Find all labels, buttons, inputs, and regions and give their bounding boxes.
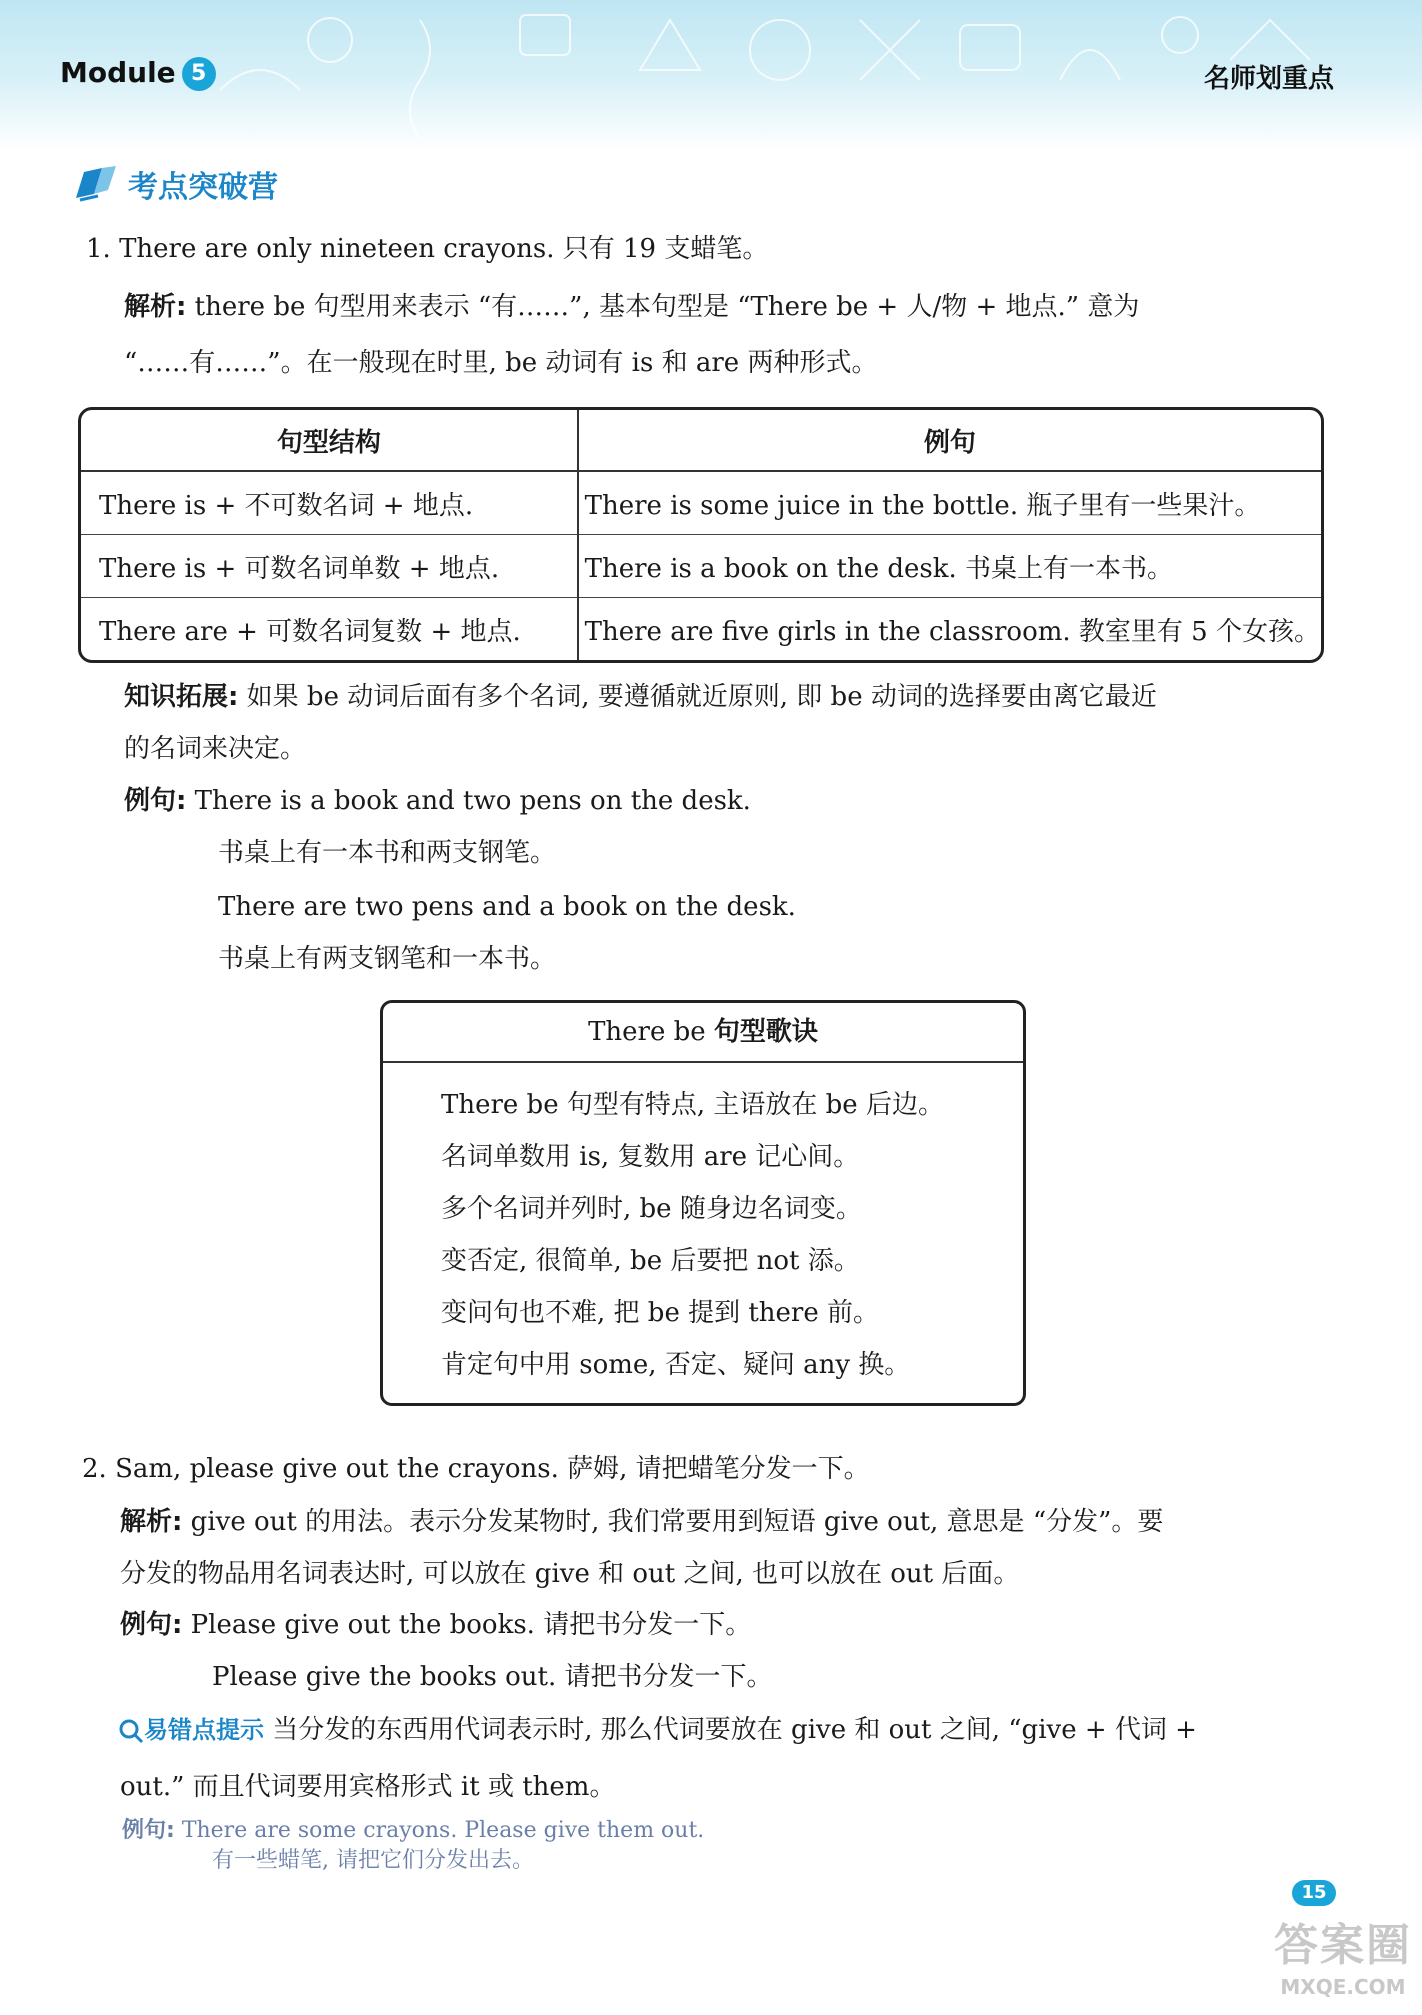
analysis-text: there be 句型用来表示 “有……”, 基本句型是 “There be + 人/物 + 地点.” 意为 bbox=[194, 292, 1140, 322]
rhyme-line: There be 句型有特点, 主语放在 be 后边。 bbox=[441, 1090, 944, 1120]
example-label: 例句: bbox=[124, 786, 187, 816]
item1-sentence: 1. There are only nineteen crayons. 只有 19 支蜡笔。 bbox=[86, 234, 769, 264]
rhyme-title-cn: 句型歌诀 bbox=[713, 1017, 818, 1047]
analysis-text: give out 的用法。表示分发某物时, 我们常要用到短语 give out, 意思是 “分发”。要 bbox=[190, 1507, 1164, 1537]
faded-example-label: 例句: bbox=[122, 1818, 175, 1843]
table-header-structure: 句型结构 bbox=[81, 410, 579, 472]
tip-text: 当分发的东西用代词表示时, 那么代词要放在 give 和 out 之间, “give + 代词 + bbox=[272, 1715, 1197, 1745]
table-header-row bbox=[81, 410, 1321, 472]
module-text: Module bbox=[60, 56, 176, 89]
section-title bbox=[72, 162, 278, 206]
extension-line1 bbox=[124, 680, 1157, 714]
table-header-example: 例句 bbox=[579, 410, 1321, 472]
table-row bbox=[81, 472, 1321, 534]
analysis-label: 解析: bbox=[120, 1507, 183, 1537]
item2-sentence: 2. Sam, please give out the crayons. 萨姆, 请把蜡笔分发一下。 bbox=[82, 1454, 870, 1484]
rhyme-title-en: There be bbox=[588, 1017, 706, 1047]
magnifier-icon bbox=[118, 1718, 144, 1744]
book-pen-icon bbox=[72, 164, 120, 204]
page-header bbox=[0, 0, 1422, 150]
extension-example-cn: 书桌上有一本书和两支钢笔。 bbox=[218, 838, 557, 868]
analysis-label: 解析: bbox=[124, 292, 187, 322]
header-right-title: 名师划重点 bbox=[1203, 64, 1334, 94]
rhyme-lines bbox=[383, 1063, 1023, 1391]
faded-example-text: There are some crayons. Please give them out. bbox=[181, 1818, 705, 1843]
rhyme-line: 变问句也不难, 把 be 提到 there 前。 bbox=[441, 1298, 880, 1328]
item2-analysis-line1 bbox=[120, 1505, 1163, 1539]
extension-text: 如果 be 动词后面有多个名词, 要遵循就近原则, 即 be 动词的选择要由离它最近 bbox=[246, 682, 1157, 712]
extension-example-line bbox=[124, 784, 751, 818]
watermark-text: 答案圈 bbox=[1274, 1920, 1412, 1971]
table-cell-example: There is a book on the desk. 书桌上有一本书。 bbox=[579, 534, 1321, 597]
example-text: There is a book and two pens on the desk. bbox=[194, 786, 751, 816]
extension-example-cn2: 书桌上有两支钢笔和一本书。 bbox=[218, 944, 557, 974]
table-cell-example: There are five girls in the classroom. 教室里有 5 个女孩。 bbox=[579, 597, 1321, 660]
rhyme-line: 变否定, 很简单, be 后要把 not 添。 bbox=[441, 1246, 860, 1276]
rhyme-line: 多个名词并列时, be 随身边名词变。 bbox=[441, 1194, 862, 1224]
rhyme-line: 名词单数用 is, 复数用 are 记心间。 bbox=[441, 1142, 860, 1172]
rhyme-line: 肯定句中用 some, 否定、疑问 any 换。 bbox=[441, 1350, 911, 1380]
table-row bbox=[81, 534, 1321, 597]
item1-analysis-line2: “……有……”。在一般现在时里, be 动词有 is 和 are 两种形式。 bbox=[124, 348, 878, 378]
example-text: Please give out the books. 请把书分发一下。 bbox=[190, 1610, 752, 1640]
tip-line1 bbox=[118, 1713, 1197, 1747]
table-row bbox=[81, 597, 1321, 660]
item2-example-line2: Please give the books out. 请把书分发一下。 bbox=[212, 1662, 773, 1692]
watermark bbox=[1268, 1918, 1418, 2013]
table-cell-structure: There is + 可数名词单数 + 地点. bbox=[81, 534, 579, 597]
table-cell-structure: There is + 不可数名词 + 地点. bbox=[81, 472, 579, 534]
faded-example-line2: 有一些蜡笔, 请把它们分发出去。 bbox=[212, 1848, 534, 1873]
extension-example-en2: There are two pens and a book on the desk. bbox=[218, 892, 796, 922]
item1-analysis-line1 bbox=[124, 290, 1139, 324]
rhyme-title bbox=[383, 1003, 1023, 1063]
module-number-badge: 5 bbox=[182, 57, 216, 91]
tip-label: 易错点提示 bbox=[144, 1716, 264, 1744]
section-title-text: 考点突破营 bbox=[128, 170, 278, 205]
item2-example-line1 bbox=[120, 1608, 751, 1642]
watermark-url: MXQE.COM bbox=[1280, 1975, 1406, 1999]
page-number: 15 bbox=[1292, 1880, 1336, 1906]
extension-label: 知识拓展: bbox=[124, 682, 239, 712]
module-label bbox=[60, 56, 216, 91]
sentence-pattern-table bbox=[78, 407, 1324, 663]
faded-example-line1 bbox=[122, 1818, 704, 1844]
extension-line2: 的名词来决定。 bbox=[124, 734, 307, 764]
table-cell-example: There is some juice in the bottle. 瓶子里有一些果汁。 bbox=[584, 490, 1261, 521]
rhyme-box bbox=[380, 1000, 1026, 1406]
item2-analysis-line2: 分发的物品用名词表达时, 可以放在 give 和 out 之间, 也可以放在 out 后面。 bbox=[120, 1559, 1020, 1589]
table-cell-structure: There are + 可数名词复数 + 地点. bbox=[81, 597, 579, 660]
tip-line2: out.” 而且代词要用宾格形式 it 或 them。 bbox=[120, 1772, 616, 1802]
example-label: 例句: bbox=[120, 1610, 183, 1640]
